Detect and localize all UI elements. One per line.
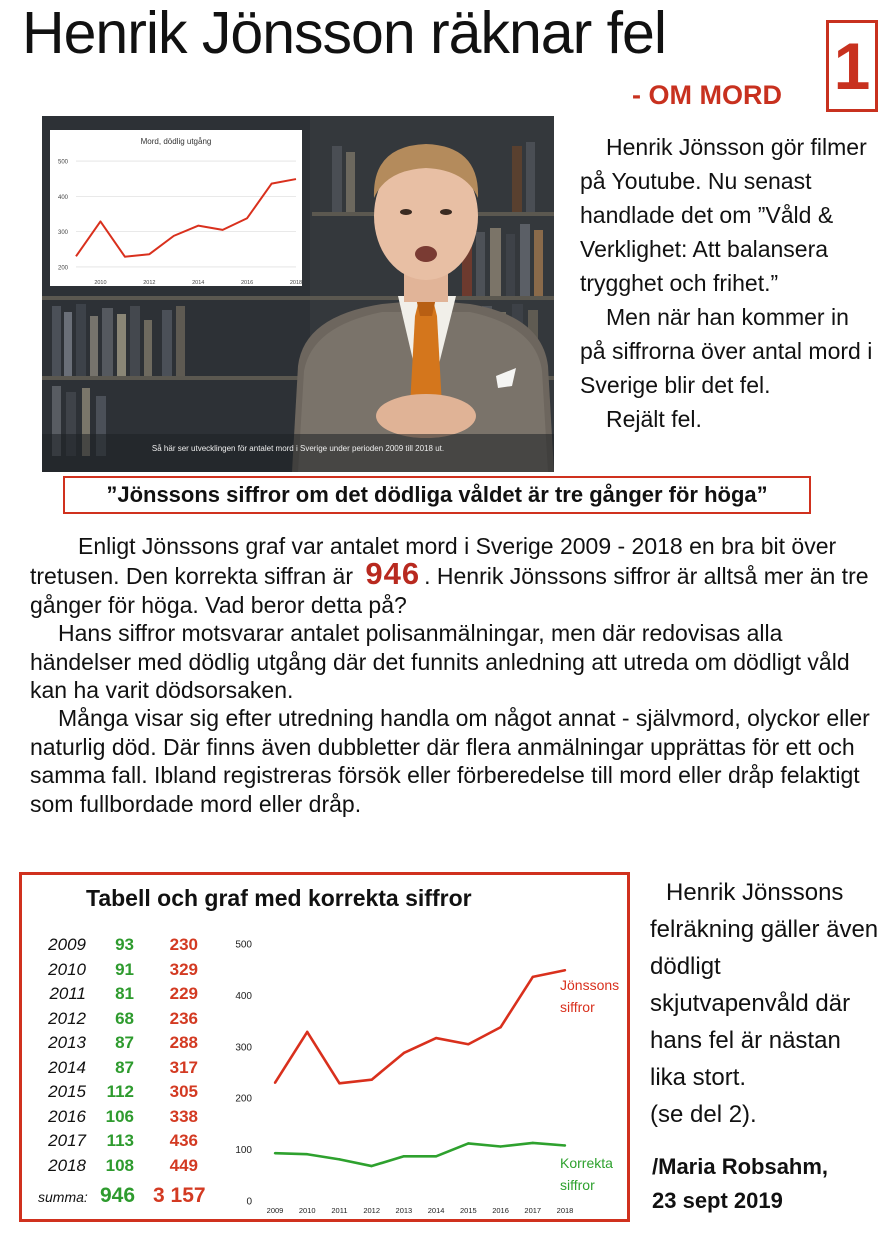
table-title: Tabell och graf med korrekta siffror — [86, 885, 472, 911]
author-name: /Maria Robsahm, — [652, 1154, 829, 1179]
correct-data-point — [499, 1145, 501, 1147]
side-paragraph: Henrik Jönssons felräkning gäller även dödligt skjutvapenvåld där hans fel är nästan lika stort. — [650, 879, 879, 1091]
correct-total-number: 946 — [365, 556, 421, 592]
thumbnail-x-tick-label: 2018 — [289, 280, 302, 286]
correct-data-point — [532, 1142, 534, 1144]
jonsson-data-point — [532, 976, 534, 978]
jonsson-data-point — [274, 1082, 276, 1084]
table-row-year: 2018 — [48, 1155, 86, 1175]
correct-data-point — [435, 1155, 437, 1157]
table-row-correct: 112 — [106, 1082, 134, 1101]
table-row-correct: 93 — [115, 935, 134, 954]
table-row-year: 2016 — [48, 1106, 86, 1126]
y-tick-label: 300 — [235, 1042, 252, 1054]
table-row-jonsson: 329 — [169, 959, 198, 979]
jonsson-data-point — [306, 1031, 308, 1033]
table-row-jonsson: 338 — [169, 1106, 198, 1126]
x-tick-label: 2017 — [524, 1206, 542, 1215]
x-tick-label: 2015 — [459, 1206, 477, 1215]
table-row-correct: 106 — [105, 1106, 134, 1126]
x-tick-label: 2016 — [492, 1206, 509, 1215]
table-row-jonsson: 436 — [169, 1131, 198, 1150]
y-tick-label: 100 — [235, 1145, 252, 1157]
intro-text — [580, 130, 880, 436]
jonsson-data-point — [467, 1043, 469, 1045]
video-still — [42, 116, 554, 472]
table-row-year: 2017 — [48, 1131, 86, 1150]
sum-correct: 946 — [100, 1184, 136, 1207]
body-paragraph-3: Många visar sig efter utredning handla om något annat - självmord, olyckor eller naturlig död. Där finns även dubbletter där flera anmälningar upprättas för ett och samma fall. Ibland registreras försök eller förberedelse till mord eller dråp felaktigt som fullbordade mord eller dråp. — [30, 705, 870, 817]
byline — [652, 1150, 887, 1218]
table-row-correct: 87 — [115, 1033, 134, 1052]
table-row-jonsson: 230 — [169, 935, 198, 954]
jonsson-data-point — [499, 1026, 501, 1028]
correct-data-point — [370, 1165, 372, 1167]
thumbnail-chart — [50, 130, 302, 286]
video-caption: Så här ser utvecklingen för antalet mord i Sverige under perioden 2009 till 2018 ut. — [151, 444, 445, 453]
thumbnail-y-tick-label: 200 — [57, 265, 68, 272]
table-row-jonsson: 449 — [169, 1155, 198, 1175]
table-row-jonsson: 236 — [169, 1008, 198, 1028]
author-date: 23 sept 2019 — [652, 1188, 783, 1213]
y-tick-label: 500 — [235, 939, 252, 951]
table-row-year: 2013 — [48, 1033, 86, 1052]
thumbnail-x-tick-label: 2016 — [240, 280, 254, 286]
correct-data-point — [338, 1158, 340, 1160]
jonsson-series-label: siffror — [560, 999, 595, 1015]
x-tick-label: 2018 — [556, 1206, 574, 1215]
jonsson-data-point — [403, 1052, 405, 1054]
table-row-correct: 91 — [115, 959, 134, 979]
table-row-year: 2015 — [48, 1082, 86, 1101]
thumbnail-y-tick-label: 400 — [57, 194, 68, 201]
table-row-year: 2010 — [48, 959, 86, 979]
correct-data-point — [564, 1144, 566, 1146]
jonsson-data-point — [338, 1082, 340, 1084]
table-row-correct: 87 — [115, 1057, 134, 1077]
page-title: Henrik Jönsson räknar fel — [22, 0, 666, 66]
body-paragraph-2: Hans siffror motsvarar antalet polisanmälningar, men där redovisas alla händelser med dödlig utgång där det funnits anledning att utreda om dödligt våld kan ha varit dödsorsaken. — [30, 620, 850, 704]
thumbnail-series-line — [76, 179, 296, 257]
y-tick-label: 0 — [246, 1196, 252, 1208]
intro-paragraph-3: Rejält fel. — [606, 406, 702, 432]
sum-label: summa: — [38, 1189, 88, 1205]
table-row-jonsson: 305 — [169, 1082, 198, 1101]
x-tick-label: 2013 — [395, 1206, 413, 1215]
body-p1-text: Enligt Jönssons graf var antalet mord i Sverige 2009 - 2018 en bra bit över tretusen. Den korrekta siffran är — [30, 533, 837, 590]
correct-data-point — [467, 1142, 469, 1144]
correct-data-point — [403, 1155, 405, 1157]
table-row-year: 2014 — [48, 1057, 86, 1077]
sum-jonsson: 3 157 — [153, 1184, 206, 1207]
part-number-badge: 1 — [826, 20, 878, 112]
thumbnail-chart-title: Mord, dödlig utgång — [140, 137, 212, 146]
y-tick-label: 200 — [235, 1093, 252, 1105]
y-tick-label: 400 — [235, 990, 252, 1002]
thumbnail-x-tick-label: 2010 — [94, 280, 107, 286]
side-text — [650, 874, 880, 1133]
table-row-year: 2011 — [49, 984, 86, 1003]
table-row-correct: 113 — [106, 1131, 134, 1150]
table-row-jonsson: 288 — [169, 1033, 198, 1052]
x-tick-label: 2011 — [331, 1206, 348, 1215]
table-row-correct: 81 — [115, 984, 134, 1003]
thumbnail-x-tick-label: 2012 — [143, 280, 156, 286]
thumbnail-chart-svg — [50, 130, 302, 286]
jonsson-series-line — [275, 970, 565, 1083]
intro-paragraph-1: Henrik Jönsson gör filmer på Youtube. Nu senast handlade det om ”Våld & Verklighet: Att balansera trygghet och frihet.” — [580, 134, 867, 296]
pull-quote: ”Jönssons siffror om det dödliga våldet är tre gånger för höga” — [63, 476, 811, 514]
correct-series-line — [275, 1143, 565, 1166]
body-text — [30, 532, 875, 818]
x-tick-label: 2009 — [266, 1206, 284, 1215]
table-row-jonsson: 317 — [169, 1057, 198, 1077]
table-row-year: 2012 — [48, 1008, 86, 1028]
jonsson-series-label: Jönssons — [560, 977, 620, 993]
body-paragraph-1 — [30, 532, 875, 619]
x-tick-label: 2012 — [363, 1206, 381, 1215]
x-tick-label: 2010 — [298, 1206, 316, 1215]
page-subtitle: - OM MORD — [632, 80, 782, 110]
x-tick-label: 2014 — [427, 1206, 445, 1215]
intro-paragraph-2: Men när han kommer in på siffrorna över antal mord i Sverige blir det fel. — [580, 304, 873, 398]
correct-data-point — [306, 1153, 308, 1155]
thumbnail-x-tick-label: 2014 — [192, 280, 205, 286]
side-reference: (se del 2). — [650, 1101, 757, 1128]
jonsson-data-point — [370, 1078, 372, 1080]
correct-series-label: Korrekta — [560, 1155, 613, 1171]
body-p1-text-end: . Henrik Jönssons siffror är alltså mer än tre gånger för höga. Vad beror detta på? — [30, 563, 869, 618]
comparison-line-chart — [222, 928, 624, 1220]
correct-data-point — [274, 1152, 276, 1154]
table-row-year: 2009 — [48, 935, 86, 954]
jonsson-data-point — [435, 1037, 437, 1039]
jonsson-data-point — [564, 969, 566, 971]
table-row-correct: 68 — [115, 1008, 134, 1028]
table-row-correct: 108 — [105, 1155, 134, 1175]
thumbnail-y-tick-label: 300 — [57, 230, 68, 237]
thumbnail-y-tick-label: 500 — [57, 159, 68, 166]
correct-series-label: siffror — [560, 1177, 595, 1193]
table-row-jonsson: 229 — [169, 984, 198, 1003]
